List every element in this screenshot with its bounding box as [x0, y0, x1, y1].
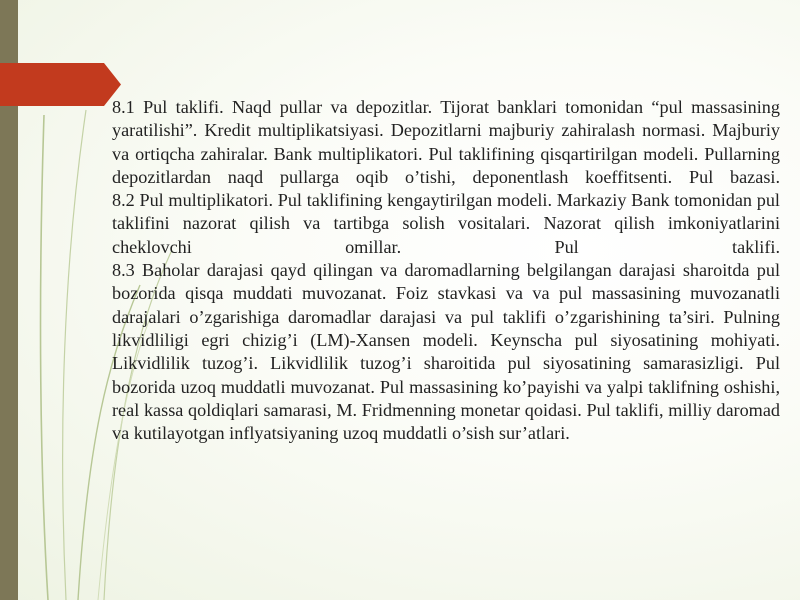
- decor-curve-2: [63, 110, 86, 600]
- red-title-tab: [0, 63, 121, 106]
- decor-curve-1: [41, 115, 48, 600]
- paragraph-8-2: 8.2 Pul multiplikatori. Pul taklifining kengaytirilgan modeli. Markaziy Bank tomonidan pul taklifini nazorat qilish va tartibga solish vositalari. Nazorat qilish imkoniyatlarini cheklovchi omillar. Pul taklifi.: [112, 190, 780, 257]
- paragraph-8-3: 8.3 Baholar darajasi qayd qilingan va daromadlarning belgilangan darajasi sharoitda pul bozorida qisqa muddati muvozanat. Foiz stavkasi va va pul massasining muvozanatli darajalari o’zgarishiga daromadlar darajasi va pul taklifi o’zgarishining ta’siri. Pulning likvidliligi egri chizig’i (LM)-Xansen modeli. Keynscha pul siyosatining mohiyati. Likvidlilik tuzog’i. Likvidlilik tuzog’i sharoitida pul siyosatining samarasizligi. Pul bozorida uzoq muddatli muvozanat. Pul massasining ko’payishi va yalpi taklifning oshishi, real kassa qoldiqlari samarasi, M. Fridmenning monetar qoidasi. Pul taklifi, milliy daromad va kutilayotgan inflyatsiyaning uzoq muddatli o’sish sur’atlari.: [112, 260, 780, 444]
- content-body: [112, 96, 780, 445]
- paragraph-8-1: 8.1 Pul taklifi. Naqd pullar va depozitlar. Tijorat banklari tomonidan “pul massasining yaratilishi”. Kredit multiplikatsiyasi. Depozitlarni majburiy zahiralash normasi. Majburiy va ortiqcha zahiralar. Bank multiplikatori. Pul taklifining qisqartirilgan modeli. Pullarning depozitlardan naqd pullarga oqib o’tishi, deponentlash koeffitsenti. Pul bazasi.: [112, 97, 780, 187]
